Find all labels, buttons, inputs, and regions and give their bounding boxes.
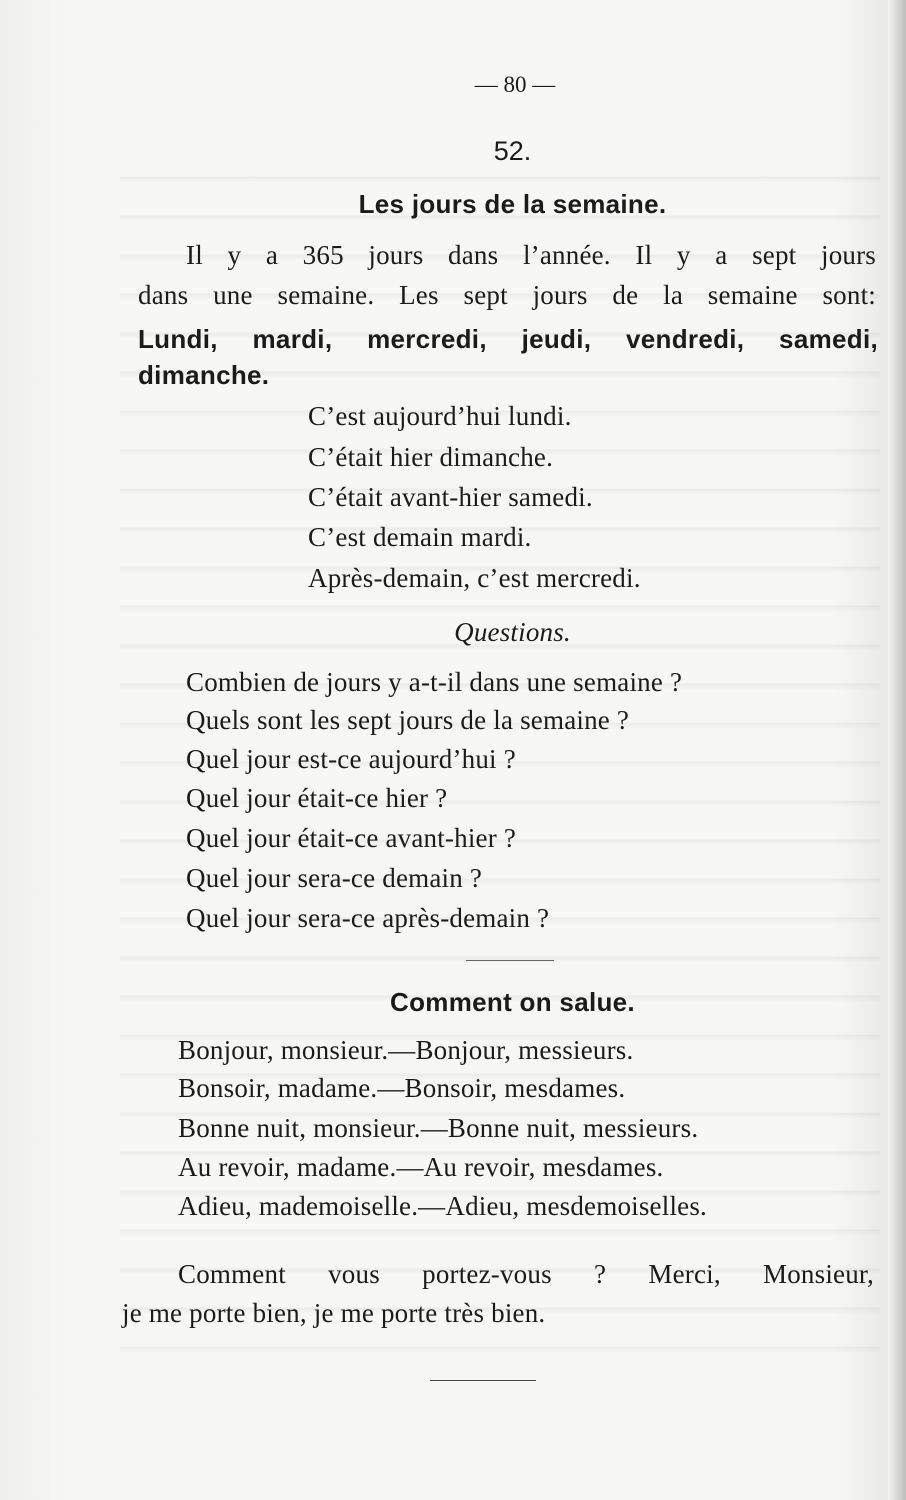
question-1: Combien de jours y a-t-il dans une semaine ? <box>186 667 683 697</box>
sentence-5: Après-demain, c’est mercredi. <box>308 563 641 593</box>
intro-line-1: Il y a 365 jours dans l’année. Il y a sept jours <box>186 240 876 270</box>
intro-line-2: dans une semaine. Les sept jours de la semaine sont: <box>138 280 876 310</box>
lesson-number: 52. <box>493 136 532 166</box>
questions-title: Questions. <box>454 617 571 647</box>
question-7: Quel jour sera-ce après-demain ? <box>186 903 550 933</box>
sentence-2: C’était hier dimanche. <box>308 442 554 472</box>
question-2: Quels sont les sept jours de la semaine ? <box>186 705 630 735</box>
greetings-title: Comment on salue. <box>390 987 635 1017</box>
question-4: Quel jour était-ce hier ? <box>186 783 448 813</box>
question-5: Quel jour était-ce avant-hier ? <box>186 823 517 853</box>
page-edge-shadow <box>888 0 906 1500</box>
sentence-3: C’était avant-hier samedi. <box>308 482 593 512</box>
days-list-line: Lundi, mardi, mercredi, jeudi, vendredi, samedi, <box>138 324 878 354</box>
page-number: — 80 — <box>474 72 556 97</box>
closing-line-1: Comment vous portez-vous ? Merci, Monsieur, <box>178 1259 874 1289</box>
bottom-divider <box>430 1380 536 1381</box>
question-3: Quel jour est-ce aujourd’hui ? <box>186 744 516 774</box>
greeting-4: Au revoir, madame.—Au revoir, mesdames. <box>178 1152 664 1182</box>
greeting-1: Bonjour, monsieur.—Bonjour, messieurs. <box>178 1035 634 1065</box>
lesson-title: Les jours de la semaine. <box>358 189 667 219</box>
days-list-end: dimanche. <box>138 360 270 390</box>
sentence-1: C’est aujourd’hui lundi. <box>308 401 572 431</box>
greeting-2: Bonsoir, madame.—Bonsoir, mesdames. <box>178 1073 626 1103</box>
closing-line-2: je me porte bien, je me porte très bien. <box>122 1298 546 1328</box>
section-divider <box>466 960 554 961</box>
sentence-4: C’est demain mardi. <box>308 522 532 552</box>
question-6: Quel jour sera-ce demain ? <box>186 863 483 893</box>
greeting-3: Bonne nuit, monsieur.—Bonne nuit, messieurs. <box>178 1113 699 1143</box>
greeting-5: Adieu, mademoiselle.—Adieu, mesdemoiselles. <box>178 1191 707 1221</box>
